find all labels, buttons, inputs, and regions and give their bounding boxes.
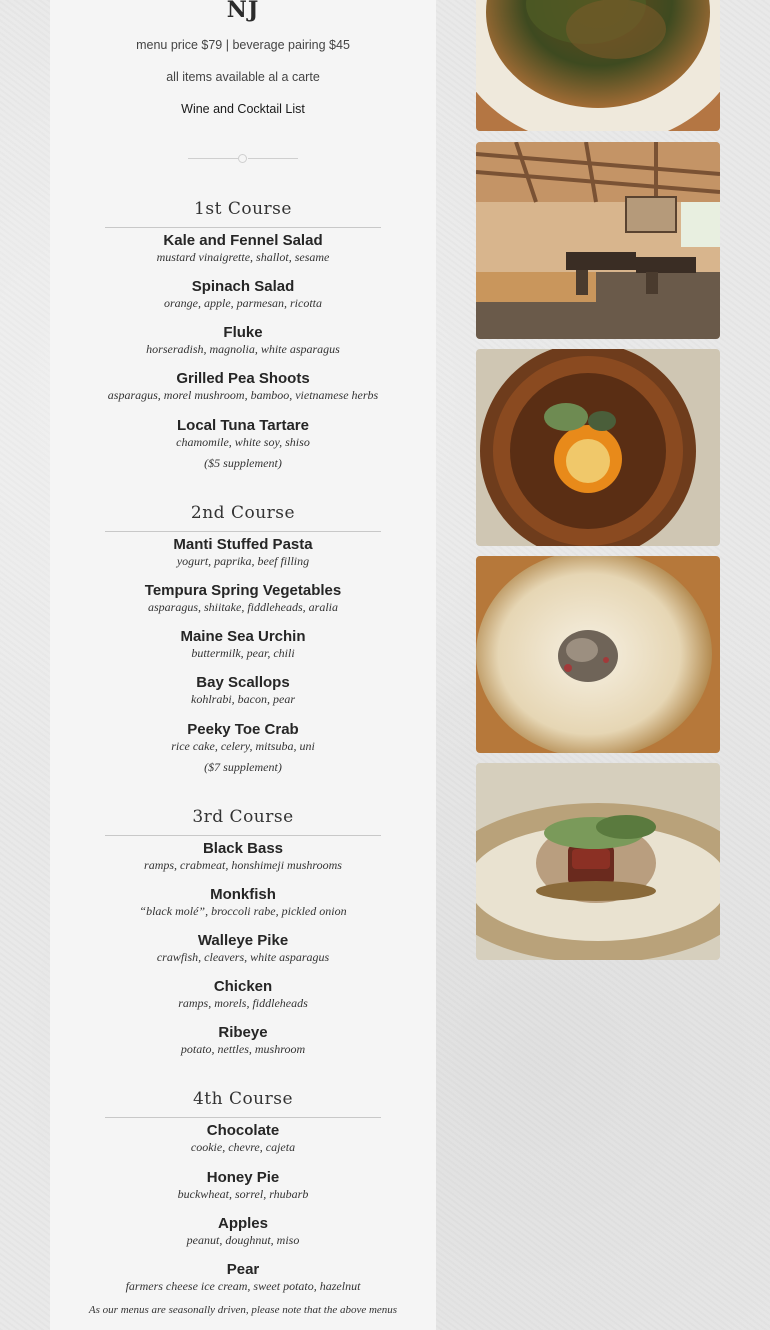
dish-description: buttermilk, pear, chili bbox=[191, 646, 295, 660]
dish-description: kohlrabi, bacon, pear bbox=[191, 692, 295, 706]
wine-cocktail-list-link[interactable]: Wine and Cocktail List bbox=[181, 102, 305, 116]
dish-name: Manti Stuffed Pasta bbox=[173, 536, 313, 553]
dish-name: Pear bbox=[226, 1261, 260, 1278]
dish-description: rice cake, celery, mitsuba, uni bbox=[171, 739, 315, 753]
menu-item bbox=[50, 628, 436, 661]
menu-price-line: menu price $79 | beverage pairing $45 bbox=[136, 38, 350, 52]
menu-item bbox=[50, 1122, 436, 1155]
dish-name: Chicken bbox=[213, 978, 273, 995]
dish-description: ramps, morels, fiddleheads bbox=[178, 996, 308, 1010]
menu-item bbox=[50, 536, 436, 569]
dish-name: Kale and Fennel Salad bbox=[163, 232, 323, 249]
supplement-note: ($7 supplement) bbox=[204, 760, 282, 774]
course-title: 3rd Course bbox=[192, 807, 294, 827]
dish-photo-persimmon-plate[interactable] bbox=[476, 349, 720, 546]
dish-name: Black Bass bbox=[202, 840, 284, 857]
menu-item bbox=[50, 582, 436, 615]
menu-item bbox=[50, 232, 436, 265]
dish-name: Tempura Spring Vegetables bbox=[144, 582, 342, 599]
menu-item bbox=[50, 1261, 436, 1294]
dining-room-image bbox=[476, 142, 720, 339]
truffle-bowl-image bbox=[476, 556, 720, 753]
course-title: 4th Course bbox=[192, 1089, 294, 1109]
menu-item bbox=[50, 278, 436, 311]
dining-room-photo[interactable] bbox=[476, 142, 720, 339]
menu-item bbox=[50, 417, 436, 471]
course-section-1 bbox=[50, 197, 436, 471]
dish-description: horseradish, magnolia, white asparagus bbox=[146, 342, 340, 356]
ribeye-image bbox=[476, 763, 720, 960]
dish-description: crawfish, cleavers, white asparagus bbox=[156, 950, 330, 964]
menu-item bbox=[50, 370, 436, 403]
menu-item bbox=[50, 674, 436, 707]
menu-item bbox=[50, 886, 436, 919]
dish-description: “black molé”, broccoli rabe, pickled onion bbox=[139, 904, 347, 918]
dish-description: potato, nettles, mushroom bbox=[180, 1042, 306, 1056]
course-section-4 bbox=[50, 1087, 436, 1294]
dish-description: peanut, doughnut, miso bbox=[186, 1233, 300, 1247]
seasonal-menu-note: As our menus are seasonally driven, please note that the above menus bbox=[88, 1304, 398, 1316]
alacarte-line: all items available al a carte bbox=[166, 70, 320, 84]
dish-description: yogurt, paprika, beef filling bbox=[176, 554, 310, 568]
dish-name: Honey Pie bbox=[206, 1169, 280, 1186]
course-divider bbox=[105, 227, 381, 228]
dish-name: Walleye Pike bbox=[197, 932, 289, 949]
dish-description: buckwheat, sorrel, rhubarb bbox=[177, 1187, 309, 1201]
dish-photo-truffle-bowl[interactable] bbox=[476, 556, 720, 753]
course-section-3 bbox=[50, 805, 436, 1057]
dish-photo-ribeye[interactable] bbox=[476, 763, 720, 960]
dish-name: Fluke bbox=[223, 324, 263, 341]
menu-panel bbox=[50, 0, 436, 1330]
menu-item bbox=[50, 1215, 436, 1248]
course-title: 1st Course bbox=[194, 199, 292, 219]
dish-name: Spinach Salad bbox=[191, 278, 295, 295]
dish-name: Maine Sea Urchin bbox=[180, 628, 306, 645]
menu-item bbox=[50, 840, 436, 873]
dish-description: farmers cheese ice cream, sweet potato, hazelnut bbox=[125, 1279, 361, 1293]
restaurant-name: NJ bbox=[226, 0, 260, 23]
course-divider bbox=[105, 531, 381, 532]
divider-ornament bbox=[188, 152, 298, 166]
greens-bowl-image bbox=[476, 0, 720, 131]
dish-description: mustard vinaigrette, shallot, sesame bbox=[156, 250, 330, 264]
dish-description: asparagus, morel mushroom, bamboo, vietnamese herbs bbox=[107, 388, 379, 402]
dish-description: cookie, chevre, cajeta bbox=[190, 1140, 296, 1154]
menu-item bbox=[50, 978, 436, 1011]
dish-name: Local Tuna Tartare bbox=[177, 417, 309, 434]
menu-item bbox=[50, 721, 436, 775]
dish-name: Bay Scallops bbox=[196, 674, 290, 691]
dish-description: ramps, crabmeat, honshimeji mushrooms bbox=[144, 858, 342, 872]
menu-item bbox=[50, 1169, 436, 1202]
dish-description: asparagus, shiitake, fiddleheads, aralia bbox=[148, 600, 338, 614]
dish-description: orange, apple, parmesan, ricotta bbox=[164, 296, 322, 310]
course-divider bbox=[105, 835, 381, 836]
dish-description: chamomile, white soy, shiso bbox=[176, 435, 310, 449]
dish-name: Ribeye bbox=[218, 1024, 268, 1041]
dish-photo-greens-bowl[interactable] bbox=[476, 0, 720, 131]
menu-item bbox=[50, 324, 436, 357]
course-section-2 bbox=[50, 501, 436, 775]
menu-item bbox=[50, 1024, 436, 1057]
dish-name: Peeky Toe Crab bbox=[187, 721, 299, 738]
dish-name: Apples bbox=[217, 1215, 268, 1232]
menu-item bbox=[50, 932, 436, 965]
persimmon-plate-image bbox=[476, 349, 720, 546]
course-divider bbox=[105, 1117, 381, 1118]
supplement-note: ($5 supplement) bbox=[204, 456, 282, 470]
course-title: 2nd Course bbox=[190, 503, 296, 523]
dish-name: Grilled Pea Shoots bbox=[176, 370, 310, 387]
dish-name: Chocolate bbox=[206, 1122, 280, 1139]
dish-name: Monkfish bbox=[210, 886, 276, 903]
